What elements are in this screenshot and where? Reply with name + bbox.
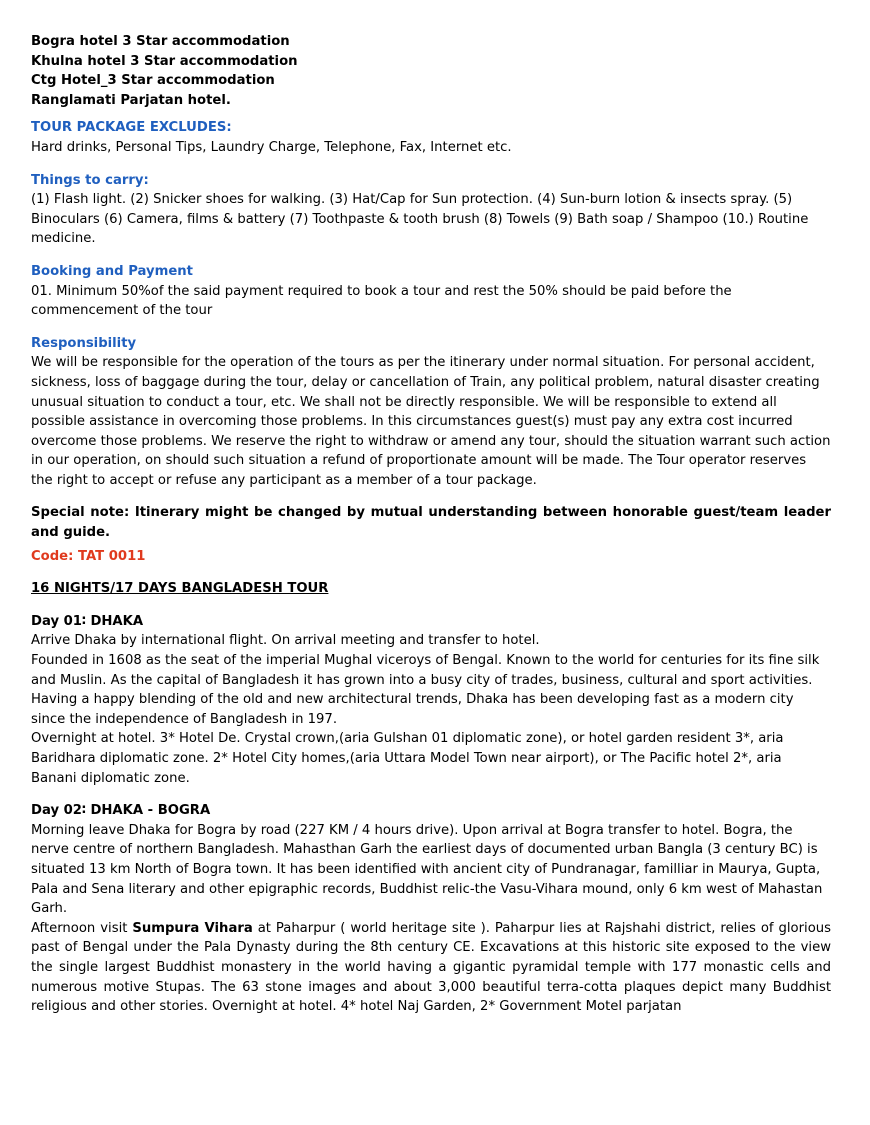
carry-heading: Things to carry:	[31, 172, 149, 188]
excludes-heading: TOUR PACKAGE EXCLUDES:	[31, 120, 232, 136]
hotel-item: Ranglamati Parjatan hotel.	[31, 92, 231, 108]
day2-paragraph-1: Morning leave Dhaka for Bogra by road (227 KM / 4 hours drive). Upon arrival at Bogra transfer to hotel. Bogra, the nerve centre of northern Bangladesh. Mahasthan Garh the earliest days of documented urban Bangla (3 century BC) is situated 13 km North of Bogra town. It has been identified with ancient city of Pundranagar, familliar in Maurya, Gupta, Pala and Sena literary and other epigraphic records, Buddhist relic-the Vasu-Vihara mound, only 6 km west of Mahastan Garh.	[31, 822, 823, 917]
day2-paragraph-2	[31, 919, 831, 1017]
day2-para2-prefix: Afternoon visit	[31, 920, 133, 936]
responsibility-text: We will be responsible for the operation of the tours as per the itinerary under normal situation. For personal accident, sickness, loss of baggage during the tour, delay or cancellation of Train, any political problem, natural disaster creating unusual situation to conduct a tour, etc. We shall not be directly responsible. We will be responsible to extend all possible assistance in overcoming those problems. In this circumstances guest(s) must pay any extra cost incurred overcome those problems. We reserve the right to withdraw or amend any tour, should the situation warrant such action in our operation, on should such situation a refund of proportionate amount will be made. The Tour operator reserves the right to accept or refuse any participant as a member of a tour package.	[31, 355, 831, 488]
day1-line: Overnight at hotel. 3* Hotel De. Crystal crown,(aria Gulshan 01 diplomatic zone), or hotel garden resident 3*, aria Baridhara diplomatic zone. 2* Hotel City homes,(aria Uttara Model Town near airport), or The Pacific hotel 2*, aria Banani diplomatic zone.	[31, 731, 784, 786]
tour-code: Code: TAT 0011	[31, 548, 146, 564]
booking-heading: Booking and Payment	[31, 263, 193, 279]
sumpura-vihara-name: Sumpura Vihara	[132, 920, 253, 936]
day2-para2-rest: at Paharpur ( world heritage site ). Paharpur lies at Rajshahi district, relies of glorious past of Bengal under the Pala Dynasty during the 8th century CE. Excavations at this historic site exposed to the view the single largest Buddhist monastery in the world having a gigantic pyramidal temple with 177 monastic cells and numerous motive Stupas. The 63 stone images and about 3,000 beautiful terra-cotta plaques depict many Buddhist religious and other stories. Overnight at hotel. 4* hotel Naj Garden, 2* Government Motel parjatan	[31, 920, 831, 1015]
day2-heading: Day 02∶ DHAKA - BOGRA	[31, 803, 211, 819]
day1-line: Founded in 1608 as the seat of the imperial Mughal viceroys of Bengal. Known to the world for centuries for its fine silk and Muslin. As the capital of Bangladesh it has grown into a busy city of trades, business, cultural and sport activities. Having a happy blending of the old and new architectural trends, Dhaka has been developing fast as a modern city since the independence of Bangladesh in 197.	[31, 653, 820, 727]
hotel-list	[31, 32, 831, 110]
special-note: Special note: Itinerary might be changed by mutual understanding between honorable guest/team leader and guide.	[31, 505, 831, 541]
carry-text: (1) Flash light. (2) Snicker shoes for walking. (3) Hat/Cap for Sun protection. (4) Sun-burn lotion & insects spray. (5) Binoculars (6) Camera, films & battery (7) Toothpaste & tooth brush (8) Towels (9) Bath soap / Shampoo (10.) Routine medicine.	[31, 192, 809, 247]
day1-line: Arrive Dhaka by international flight. On arrival meeting and transfer to hotel.	[31, 633, 540, 649]
hotel-item: Khulna hotel 3 Star accommodation	[31, 53, 298, 69]
day1-heading: Day 01∶ DHAKA	[31, 613, 144, 629]
tour-title: 16 NIGHTS/17 DAYS BANGLADESH TOUR	[31, 581, 329, 597]
booking-text: 01. Minimum 50%of the said payment required to book a tour and rest the 50% should be paid before the commencement of the tour	[31, 283, 732, 319]
responsibility-heading: Responsibility	[31, 335, 137, 351]
document-page	[31, 32, 831, 1017]
hotel-item: Bogra hotel 3 Star accommodation	[31, 34, 290, 49]
excludes-text: Hard drinks, Personal Tips, Laundry Charge, Telephone, Fax, Internet etc.	[31, 139, 512, 155]
hotel-item: Ctg Hotel_3 Star accommodation	[31, 73, 275, 89]
